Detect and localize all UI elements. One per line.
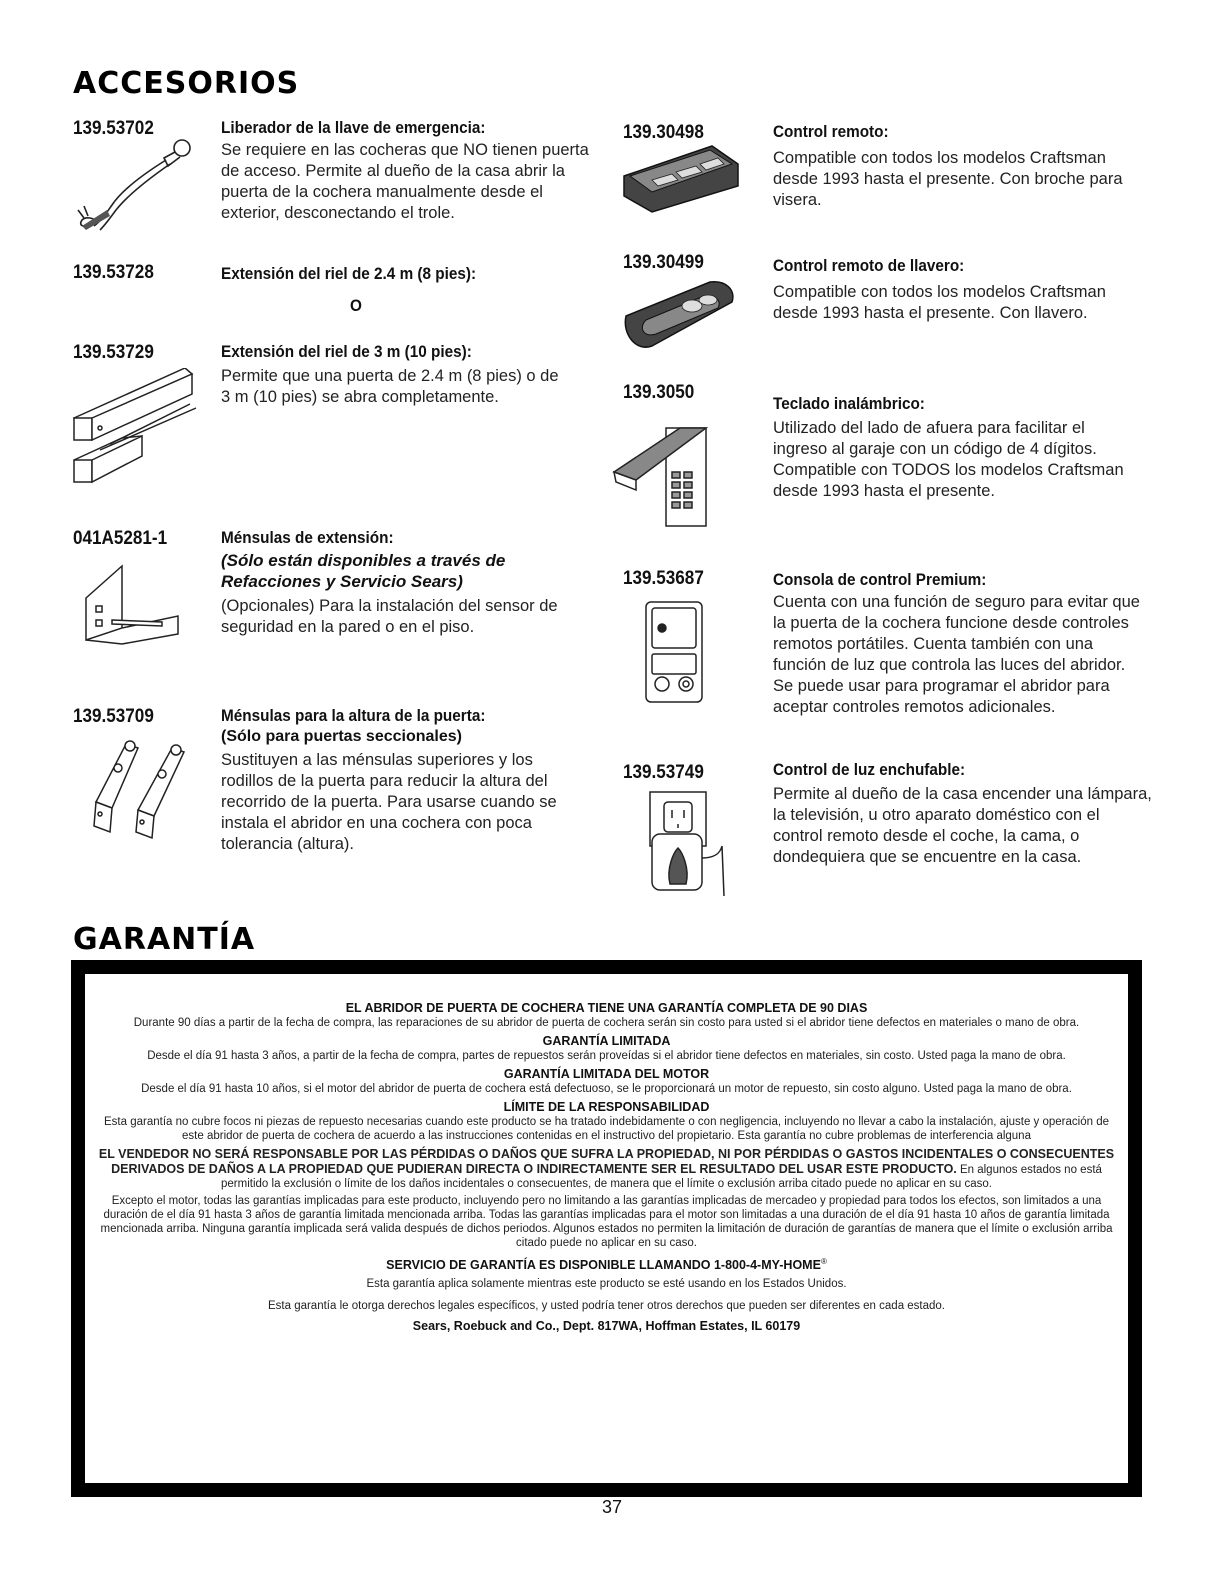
registered-mark: ® [820,1257,827,1266]
item-code: 139.53728 [73,262,154,283]
warranty-paragraph: Durante 90 días a partir de la fecha de compra, las reparaciones de su abridor de puerta de cochera serán sin costo para usted si el abridor tiene defectos en materiales o mano de obra. [133,1017,1080,1029]
item-title: Teclado inalámbrico: [773,394,925,413]
warranty-service-heading [97,1254,1116,1273]
warranty-paragraph: Esta garantía aplica solamente mientras este producto se esté usando en los Estados Unidos. [366,1278,847,1291]
item-code: 041A5281-1 [73,528,168,549]
warranty-content [85,974,1128,1483]
item-description: Compatible con todos los modelos Craftsman desde 1993 hasta el presente. Con llavero. [773,283,1106,322]
item-description: Se requiere en las cocheras que NO tienen puerta de acceso. Permite al dueño de la casa abrir la puerta de la cochera manualmente desde el exterior, desconectando el trole. [221,141,589,222]
warranty-paragraph: Esta garantía le otorga derechos legales específicos, y usted podría tener otros derechos que pueden ser diferentes en cada estado. [267,1300,946,1313]
or-separator: O [350,296,362,315]
item-title: Control remoto: [773,122,889,141]
extension-bracket-icon [82,562,182,646]
keychain-remote-icon [622,276,742,356]
item-title: Liberador de la llave de emergencia: [221,118,486,137]
seller-liability-rest: En algunos estados no está permitido la exclusión o límite de los daños incidentales o consecuentes, de manera que el límite o exclusión arriba citado puede no aplicar en su caso. [221,1164,1102,1190]
item-title: Consola de control Premium: [773,570,987,589]
warranty-heading-full: EL ABRIDOR DE PUERTA DE COCHERA TIENE UNA GARANTÍA COMPLETA DE 90 DIAS [345,1001,868,1015]
item-description: Sustituyen a las ménsulas superiores y los rodillos de la puerta para reducir la altura del recorrido de la puerta. Para usarse cuando se instala el abridor en una cochera con poca tolerancia (altura). [221,751,557,853]
premium-control-console-icon [640,596,710,708]
warranty-paragraph: Desde el día 91 hasta 10 años, si el motor del abridor de puerta de cochera está defectuoso, se le proporcionará un motor de repuesto, sin costo alguno. Usted paga la mano de obra. [141,1083,1072,1095]
warranty-heading-motor: GARANTÍA LIMITADA DEL MOTOR [503,1067,710,1081]
warranty-paragraph: Desde el día 91 hasta 3 años, a partir de la fecha de compra, partes de repuestos serán proveídas si el abridor tiene defectos en materiales, sin costo. Usted paga la mano de obra. [147,1050,1066,1062]
plug-in-light-control-icon [644,788,744,900]
page-number: 37 [601,1497,623,1517]
item-code: 139.53702 [73,118,154,139]
item-code: 139.30499 [623,252,704,273]
item-title: Extensión del riel de 3 m (10 pies): [221,342,472,361]
warranty-paragraph-seller [97,1147,1116,1191]
item-description: Permite al dueño de la casa encender una lámpara, la televisión, u otro aparato doméstico con el control remoto desde el coche, la cama, o dondequiera que se encuentre en la casa. [773,785,1152,866]
sears-address: Sears, Roebuck and Co., Dept. 817WA, Hoffman Estates, IL 60179 [412,1319,801,1334]
item-title: Ménsulas para la altura de la puerta: [221,706,486,725]
item-code: 139.30498 [623,122,704,143]
seller-liability-bold: EL VENDEDOR NO SERÁ RESPONSABLE POR LAS PÉRDIDAS O DAÑOS QUE SUFRA LA PROPIEDAD, NI POR PÉRDIDAS O GASTOS INCIDENTALES O CONSECUENTES DERIVADOS DE DAÑOS A LA PROPIEDAD QUE PUDIERAN DIRECTA O INDIRECTAMENTE SER EL RESULTADO DEL USAR ESTE PRODUCTO. [98,1147,1115,1176]
remote-control-icon [622,142,742,214]
item-description: Permite que una puerta de 2.4 m (8 pies) o de 3 m (10 pies) se abra completamente. [221,367,559,406]
item-description: Utilizado del lado de afuera para facilitar el ingreso al garaje con un código de 4 dígitos. Compatible con TODOS los modelos Craftsman desde 1993 hasta el presente. [773,419,1124,500]
item-code: 139.53729 [73,342,154,363]
section-title-accesorios: ACCESORIOS [73,66,300,101]
item-description: (Opcionales) Para la instalación del sensor de seguridad en la pared o en el piso. [221,597,558,636]
warranty-service-text: SERVICIO DE GARANTÍA ES DISPONIBLE LLAMANDO 1-800-4-MY-HOME [386,1258,821,1273]
warranty-heading-liability: LÍMITE DE LA RESPONSABILIDAD [503,1100,710,1114]
item-description: Compatible con todos los modelos Craftsman desde 1993 hasta el presente. Con broche para visera. [773,149,1123,209]
item-title: Control de luz enchufable: [773,760,966,779]
item-title: Extensión del riel de 2.4 m (8 pies): [221,264,477,283]
item-code: 139.53687 [623,568,704,589]
wireless-keypad-icon [610,420,722,532]
item-availability-note: (Sólo para puertas seccionales) [221,728,462,745]
item-code: 139.53749 [623,762,704,783]
rail-extension-icon [70,368,200,488]
item-code: 139.3050 [623,382,695,403]
door-height-bracket-icon [86,732,206,842]
warranty-paragraph: Esta garantía no cubre focos ni piezas de repuesto necesarias cuando este producto se ha tratado indebidamente o con negligencia, incluyendo no llevar a cabo la instalación, ajuste y operación de este abridor de puerta de cochera de acuerdo a las instrucciones contenidas en el instructivo del propietario. Esta garantía no cubre problemas de interferencia alguna [104,1116,1109,1142]
warranty-box [71,960,1142,1497]
item-title: Ménsulas de extensión: [221,528,394,547]
warranty-heading-limited: GARANTÍA LIMITADA [542,1034,671,1048]
section-title-garantia: GARANTÍA [73,922,256,957]
warranty-paragraph: Excepto el motor, todas las garantías implicadas para este producto, incluyendo pero no limitando a las garantías implicadas de mercadeo y propiedad para todos los efectos, son limitados a una duración de el día 91 hasta 3 años de garantía limitada mencionada arriba. Todas las garantías implicadas para el motor son limitadas a una duración de el día 91 hasta 10 años de garantía limitada mencionada arriba. Ninguna garantía implicada será valida después de dichos periodos. Algunos estados no permiten la limitación de duración de garantías de manera que el límite o exclusión arriba citado puede no aplicar en su caso. [100,1195,1113,1249]
item-title: Control remoto de llavero: [773,256,965,275]
item-code: 139.53709 [73,706,154,727]
item-availability-note: (Sólo están disponibles a través de Refacciones y Servicio Sears) [221,551,506,591]
emergency-release-key-icon [72,130,202,235]
item-description: Cuenta con una función de seguro para evitar que la puerta de la cochera funcione desde controles remotos portátiles. Cuenta también con una función de luz que controla las luces del abridor. Se puede usar para programar el abridor para aceptar controles remotos adicionales. [773,593,1140,716]
